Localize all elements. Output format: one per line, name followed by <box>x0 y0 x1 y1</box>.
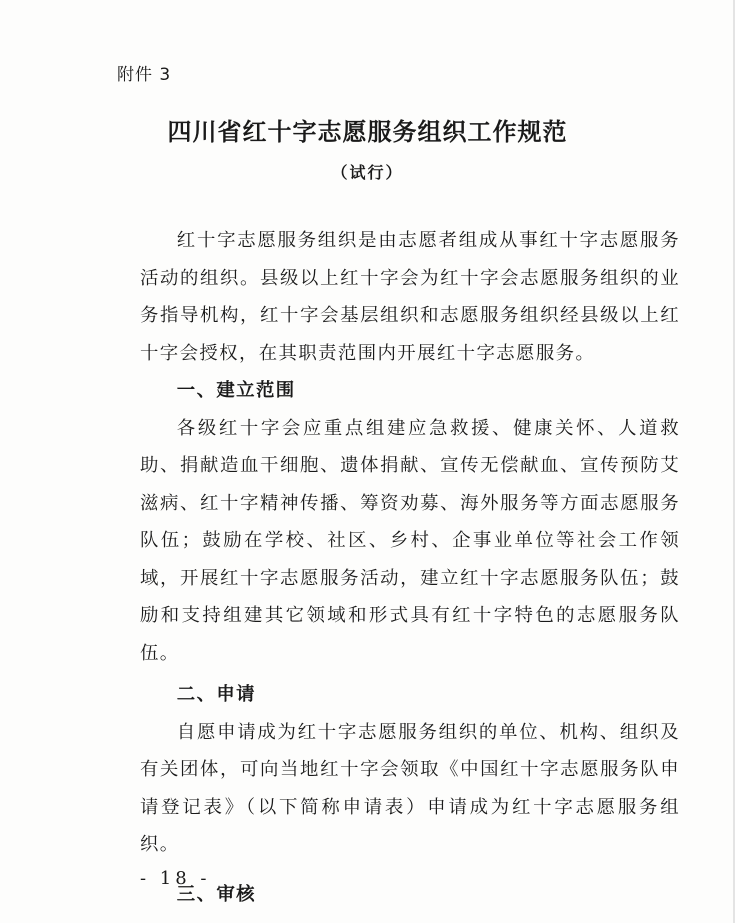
section-heading-application: 二、申请 <box>176 684 256 705</box>
section-paragraph-application: 自愿申请成为红十字志愿服务组织的单位、机构、组织及有关团体，可向当地红十字会领取《中国红十字志愿服务队申请登记表》（以下简称申请表）申请成为红十字志愿服务组织。 <box>140 721 680 855</box>
page-number: - 18 - <box>140 868 211 889</box>
document-body <box>140 222 680 913</box>
section-heading-scope: 一、建立范围 <box>176 380 296 401</box>
attachment-label: 附件 3 <box>117 65 172 85</box>
document-title: 四川省红十字志愿服务组织工作规范 <box>167 117 568 146</box>
intro-paragraph: 红十字志愿服务组织是由志愿者组成从事红十字志愿服务活动的组织。县级以上红十字会为红十字会志愿服务组织的业务指导机构，红十字会基层组织和志愿服务组织经县级以上红十字会授权，在其职责范围内开展红十字志愿服务。 <box>140 230 680 364</box>
section-paragraph-scope: 各级红十字会应重点组建应急救援、健康关怀、人道救助、捐献造血干细胞、遗体捐献、宣传无偿献血、宣传预防艾滋病、红十字精神传播、筹资劝募、海外服务等方面志愿服务队伍；鼓励在学校、社区、乡村、企事业单位等社会工作领域，开展红十字志愿服务活动，建立红十字志愿服务队伍；鼓励和支持组建其它领域和形式具有红十字特色的志愿服务队伍。 <box>140 417 680 664</box>
document-subtitle: （试行） <box>331 163 404 182</box>
section-heading-review: 三、审核 <box>176 883 256 905</box>
